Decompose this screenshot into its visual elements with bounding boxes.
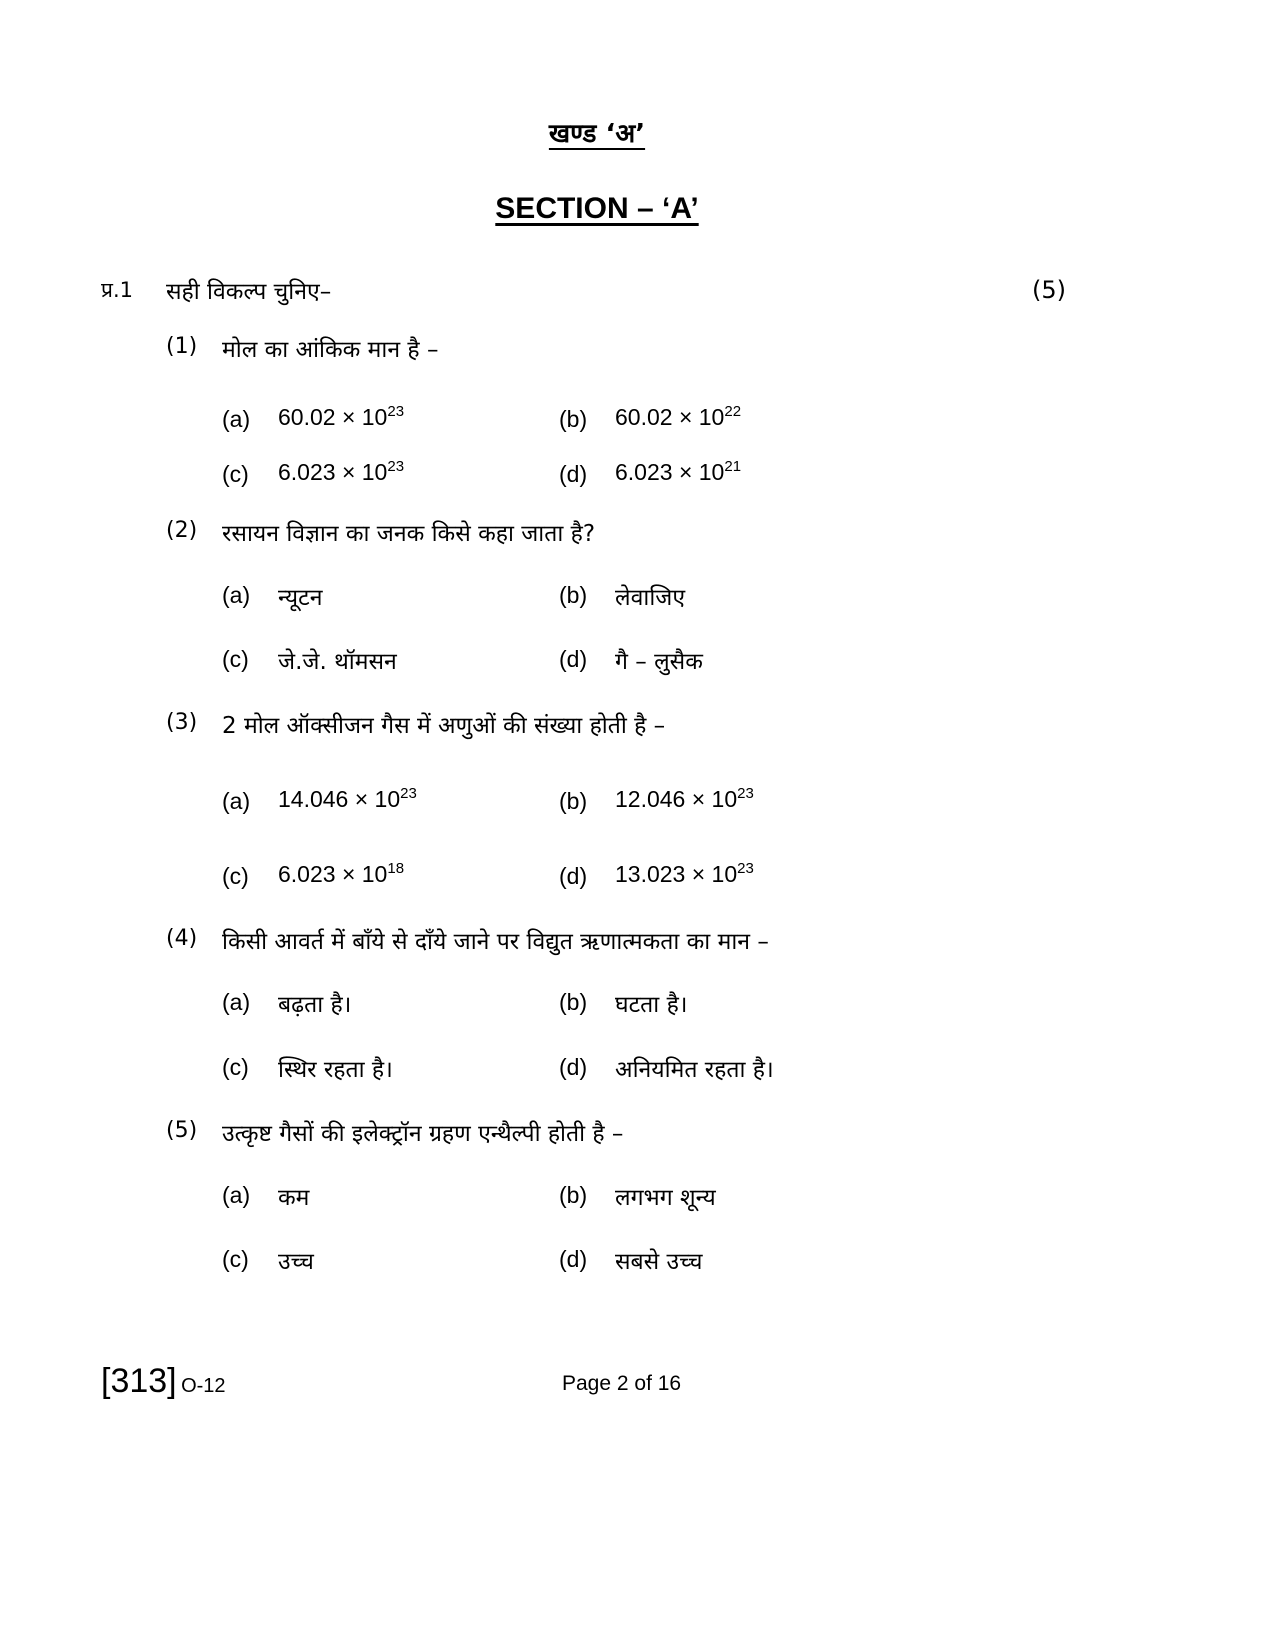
option-mantissa: 6.023 × 10 <box>615 459 725 485</box>
option-exponent: 21 <box>724 458 742 475</box>
option-mantissa: 6.023 × 10 <box>278 861 388 887</box>
option-value <box>278 786 417 813</box>
option-label: (a) <box>222 1182 251 1208</box>
option-label: (d) <box>559 646 588 672</box>
option-exponent: 23 <box>400 785 417 802</box>
option-label: (d) <box>559 1054 588 1080</box>
option-label: (c) <box>222 1054 249 1080</box>
option-label: (d) <box>559 863 588 889</box>
option-mantissa: 60.02 × 10 <box>278 404 388 430</box>
option-exponent: 23 <box>737 860 754 877</box>
option-text: बढ़ता है। <box>278 992 352 1018</box>
option-label: (a) <box>222 788 251 814</box>
option-value <box>615 404 741 431</box>
option-label: (a) <box>222 406 251 432</box>
option-mantissa: 60.02 × 10 <box>615 404 725 430</box>
section-heading-hindi: खण्ड ‘अ’ <box>548 119 646 149</box>
option-exponent: 23 <box>387 458 405 475</box>
paper-code-main: [313] <box>101 1362 177 1400</box>
option-label: (c) <box>222 863 249 889</box>
option-text: अनियमित रहता है। <box>615 1057 774 1083</box>
option-label: (b) <box>559 582 588 608</box>
option-mantissa: 6.023 × 10 <box>278 459 388 485</box>
option-label: (b) <box>559 406 588 432</box>
question-marks: (5) <box>1032 276 1066 304</box>
option-text: घटता है। <box>615 992 688 1018</box>
question-label: प्र.1 <box>101 278 133 302</box>
option-exponent: 18 <box>387 860 405 877</box>
option-label: (b) <box>559 1182 588 1208</box>
option-text: गै – लुसैक <box>615 649 703 675</box>
item-number: (4) <box>166 926 198 951</box>
option-text: लगभग शून्य <box>615 1185 716 1211</box>
option-text: कम <box>278 1185 310 1211</box>
option-text: सबसे उच्च <box>615 1249 703 1275</box>
option-mantissa: 12.046 × 10 <box>615 786 738 812</box>
item-question: रसायन विज्ञान का जनक किसे कहा जाता है? <box>222 521 596 547</box>
item-question: किसी आवर्त में बाँये से दाँये जाने पर विद्युत ऋणात्मकता का मान – <box>222 929 769 955</box>
section-heading: SECTION – ‘A’ <box>495 192 699 225</box>
paper-code-sub: O-12 <box>181 1375 226 1397</box>
option-value <box>278 459 404 486</box>
option-value <box>278 861 404 888</box>
item-question: मोल का आंकिक मान है – <box>222 337 439 363</box>
option-value <box>615 459 741 486</box>
option-label: (c) <box>222 646 249 672</box>
item-number: (5) <box>166 1118 198 1143</box>
option-exponent: 22 <box>724 403 742 420</box>
question-instruction: सही विकल्प चुनिए– <box>166 279 332 305</box>
item-number: (2) <box>166 518 198 543</box>
option-exponent: 23 <box>737 785 754 802</box>
option-label: (b) <box>559 989 588 1015</box>
option-text: लेवाजिए <box>615 585 686 611</box>
option-value <box>278 404 404 431</box>
option-label: (a) <box>222 989 251 1015</box>
item-question: 2 मोल ऑक्सीजन गैस में अणुओं की संख्या होती है – <box>222 713 666 739</box>
option-label: (d) <box>559 461 588 487</box>
option-text: उच्च <box>278 1249 314 1275</box>
option-label: (c) <box>222 461 249 487</box>
option-exponent: 23 <box>387 403 405 420</box>
option-text: स्थिर रहता है। <box>278 1057 393 1083</box>
option-label: (d) <box>559 1246 588 1272</box>
option-label: (c) <box>222 1246 249 1272</box>
option-label: (a) <box>222 582 251 608</box>
option-text: न्यूटन <box>278 585 323 611</box>
paper-code <box>101 1362 226 1401</box>
option-value <box>615 861 754 888</box>
item-number: (3) <box>166 710 198 735</box>
page-number: Page 2 of 16 <box>562 1372 682 1395</box>
item-question: उत्कृष्ट गैसों की इलेक्ट्रॉन ग्रहण एन्थैल्पी होती है – <box>222 1121 624 1147</box>
option-mantissa: 13.023 × 10 <box>615 861 738 887</box>
item-number: (1) <box>166 334 198 359</box>
option-mantissa: 14.046 × 10 <box>278 786 401 812</box>
option-value <box>615 786 754 813</box>
option-label: (b) <box>559 788 588 814</box>
option-text: जे.जे. थॉमसन <box>278 649 397 675</box>
